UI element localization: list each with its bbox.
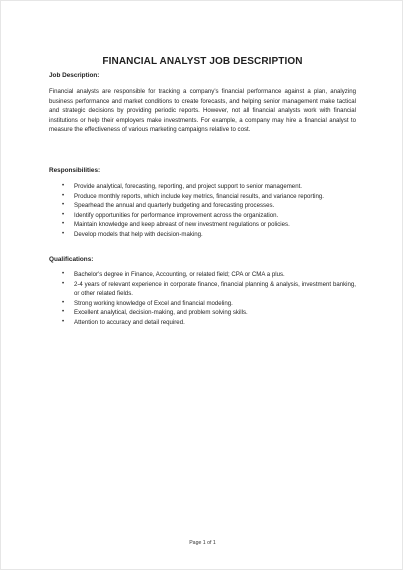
bullet-icon: • [62,299,65,306]
page-number: Page 1 of 1 [189,540,216,546]
list-item-text: Spearhead the annual and quarterly budgeting and forecasting processes. [74,202,275,210]
list-item-text: Excellent analytical, decision-making, and problem solving skills. [74,309,248,317]
list-item-text: 2-4 years of relevant experience in corporate finance, financial planning & analysis, investment banking, or other related fields. [74,280,356,298]
bullet-icon: • [62,318,65,325]
job-description-paragraph: Financial analysts are responsible for tracking a company's financial performance against a plan, analyzing business performance and market conditions to create forecasts, and helping senior management make tactical and strategic decisions by providing periodic reports. However, not all financial analysts work with financial institutions or help their employers make investments. For example, a company may hire a financial analyst to measure the effectiveness of various marketing campaigns relative to cost. [49,88,356,134]
list-item-text: Provide analytical, forecasting, reporting, and project support to senior management. [74,183,302,190]
bullet-icon: • [62,183,65,189]
list-item-text: Develop models that help with decision-making. [74,230,203,238]
bullet-icon: • [62,221,65,228]
bullet-icon: • [62,202,65,209]
list-item [62,318,356,328]
list-item [62,211,356,221]
list-item [62,270,356,280]
list-item [62,201,356,211]
qualifications-list [62,270,356,328]
list-item-text: Strong working knowledge of Excel and financial modeling. [74,299,233,307]
bullet-icon: • [62,280,65,287]
qualifications-heading: Qualifications: [49,256,94,263]
responsibilities-heading: Responsibilities: [49,167,101,174]
bullet-icon: • [62,309,65,316]
bullet-icon: • [62,211,65,218]
document-title: FINANCIAL ANALYST JOB DESCRIPTION [102,56,303,67]
list-item [62,299,356,309]
bullet-icon: • [62,192,65,199]
list-item [62,192,356,202]
list-item-text: Bachelor's degree in Finance, Accounting, or related field; CPA or CMA a plus. [74,271,285,278]
list-item [62,308,356,318]
list-item-text: Identify opportunities for performance improvement across the organization. [74,211,279,219]
bullet-icon: • [62,230,65,237]
list-item-text: Attention to accuracy and detail required. [74,318,185,326]
list-item [62,230,356,240]
bullet-icon: • [62,271,65,277]
job-description-heading: Job Description: [49,72,100,79]
responsibilities-list [62,182,356,240]
list-item-text: Maintain knowledge and keep abreast of new investment regulations or policies. [74,221,290,229]
list-item [62,182,356,192]
list-item [62,280,356,299]
list-item [62,220,356,230]
list-item-text: Produce monthly reports, which include key metrics, financial results, and variance reporting. [74,192,324,200]
